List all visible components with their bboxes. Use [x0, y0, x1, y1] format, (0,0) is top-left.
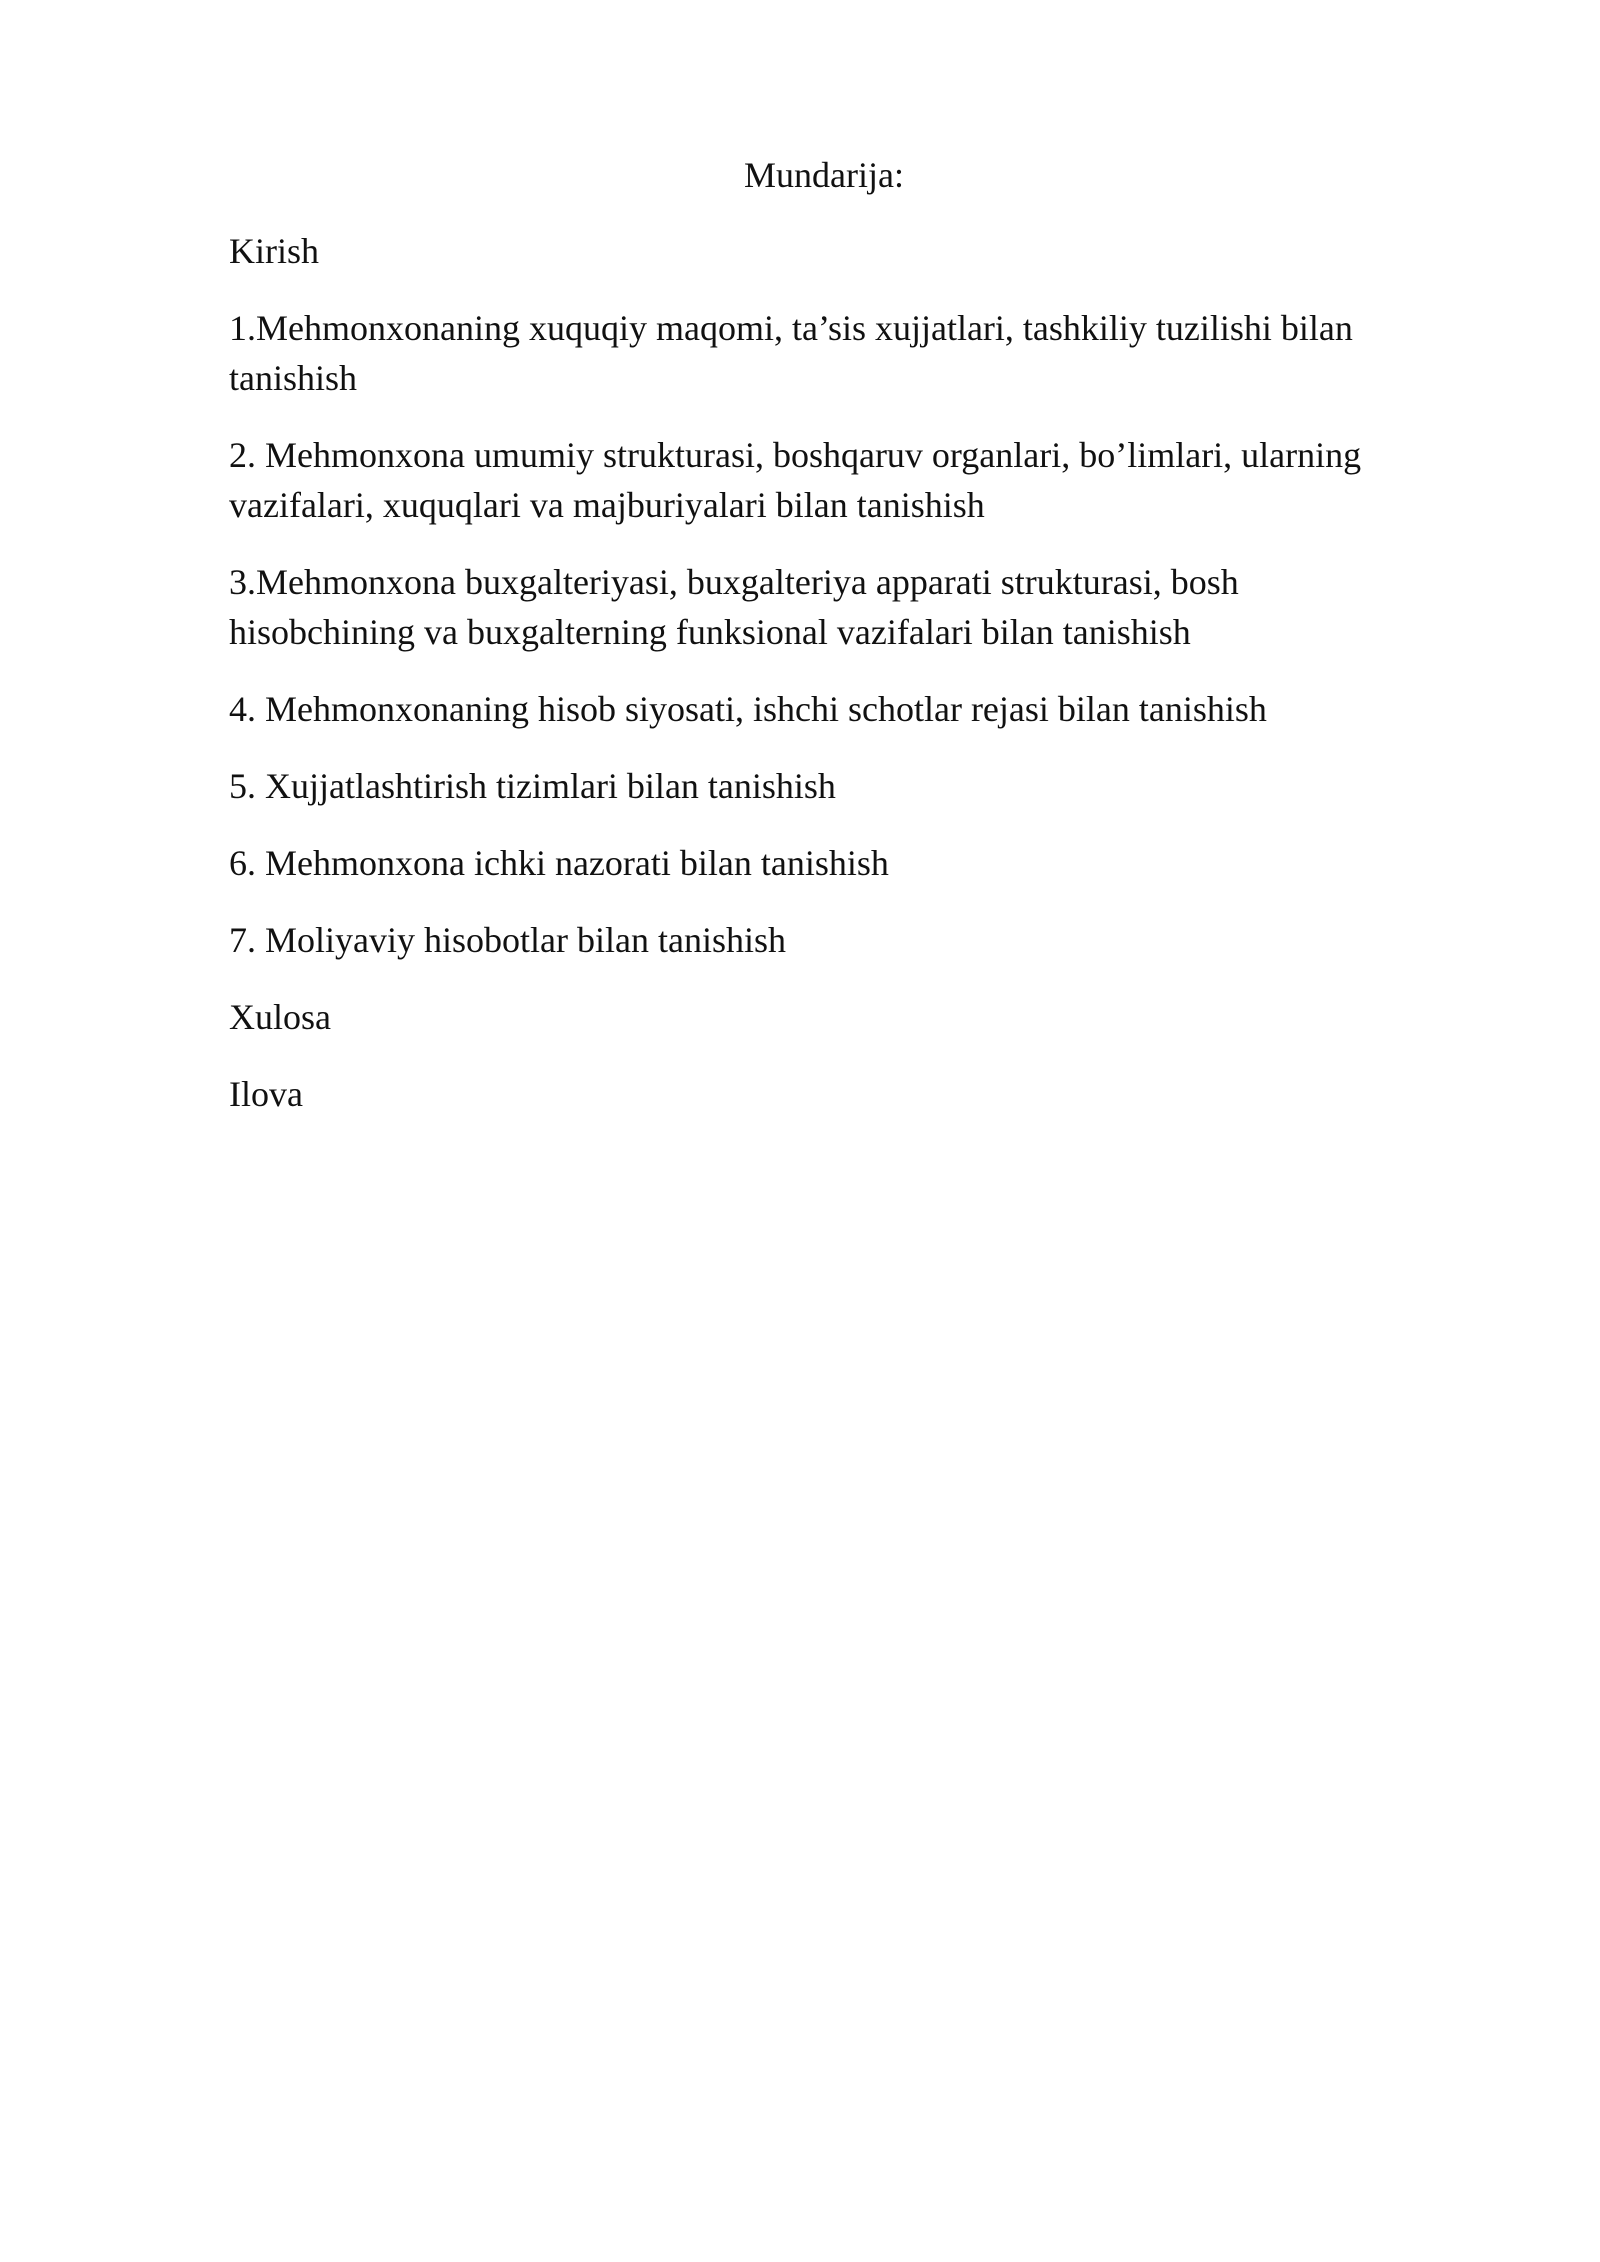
toc-item-4: 4. Mehmonxonaning hisob siyosati, ishchi schotlar rejasi bilan tanishish: [229, 689, 1267, 729]
toc-item-introduction: Kirish: [229, 231, 319, 271]
toc-title: Mundarija:: [744, 155, 904, 195]
table-of-contents: [229, 150, 1419, 1146]
toc-item-3: 3.Mehmonxona buxgalteriyasi, buxgalteriya apparati strukturasi, bosh hisobchining va buxgalterning funksional vazifalari bilan tanishish: [229, 562, 1239, 652]
toc-item-5: 5. Xujjatlashtirish tizimlari bilan tanishish: [229, 766, 836, 806]
toc-item-conclusion: Xulosa: [229, 997, 331, 1037]
toc-item-appendix: Ilova: [229, 1074, 303, 1114]
toc-item-7: 7. Moliyaviy hisobotlar bilan tanishish: [229, 920, 786, 960]
toc-item-6: 6. Mehmonxona ichki nazorati bilan tanishish: [229, 843, 889, 883]
toc-item-1: 1.Mehmonxonaning xuquqiy maqomi, ta’sis xujjatlari, tashkiliy tuzilishi bilan tanishish: [229, 308, 1353, 398]
toc-item-2: 2. Mehmonxona umumiy strukturasi, boshqaruv organlari, bo’limlari, ularning vazifalari, xuquqlari va majburiyalari bilan tanishish: [229, 435, 1362, 525]
